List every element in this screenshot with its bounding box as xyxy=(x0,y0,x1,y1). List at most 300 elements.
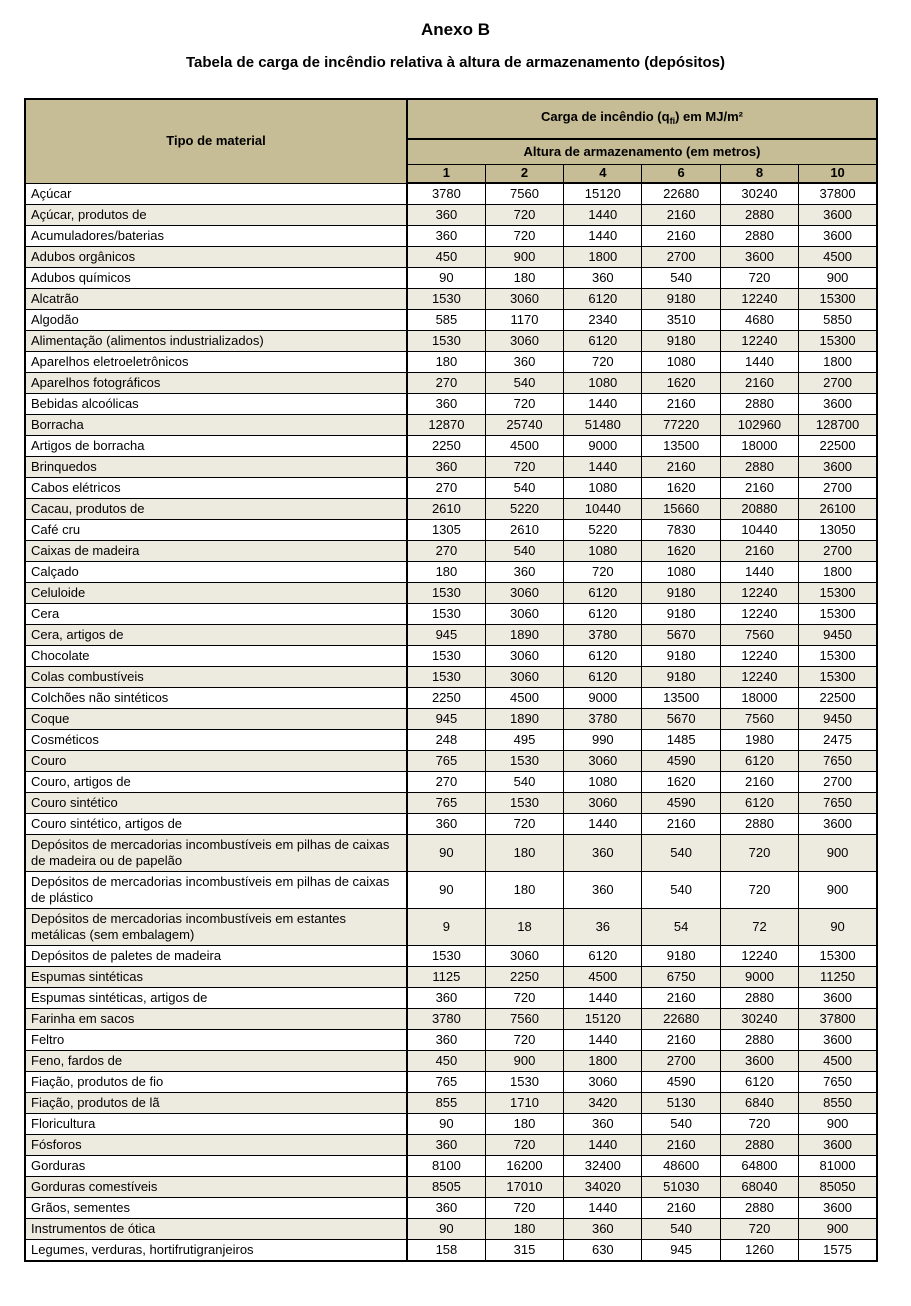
value-cell: 1440 xyxy=(564,205,642,226)
value-cell: 4500 xyxy=(485,688,563,709)
value-cell: 72 xyxy=(720,909,798,946)
value-cell: 180 xyxy=(485,268,563,289)
value-cell: 1440 xyxy=(720,352,798,373)
value-cell: 900 xyxy=(799,1219,877,1240)
value-cell: 6120 xyxy=(564,289,642,310)
table-row xyxy=(25,394,877,415)
material-cell: Depósitos de mercadorias incombustíveis em estantes metálicas (sem embalagem) xyxy=(25,909,407,946)
value-cell: 32400 xyxy=(564,1156,642,1177)
value-cell: 270 xyxy=(407,541,485,562)
value-cell: 1620 xyxy=(642,478,720,499)
material-cell: Floricultura xyxy=(25,1114,407,1135)
table-row xyxy=(25,772,877,793)
table-row xyxy=(25,415,877,436)
material-cell: Alimentação (alimentos industrializados) xyxy=(25,331,407,352)
material-cell: Aparelhos fotográficos xyxy=(25,373,407,394)
value-cell: 1530 xyxy=(407,583,485,604)
value-cell: 765 xyxy=(407,793,485,814)
value-cell: 12240 xyxy=(720,946,798,967)
material-cell: Cabos elétricos xyxy=(25,478,407,499)
value-cell: 6120 xyxy=(720,751,798,772)
value-cell: 2250 xyxy=(407,436,485,457)
value-cell: 900 xyxy=(485,1051,563,1072)
table-row xyxy=(25,352,877,373)
table-row xyxy=(25,373,877,394)
table-row xyxy=(25,909,877,946)
value-cell: 2340 xyxy=(564,310,642,331)
value-cell: 20880 xyxy=(720,499,798,520)
value-cell: 720 xyxy=(485,226,563,247)
value-cell: 4590 xyxy=(642,751,720,772)
table-row xyxy=(25,793,877,814)
value-cell: 90 xyxy=(407,872,485,909)
value-cell: 2700 xyxy=(799,772,877,793)
value-cell: 12240 xyxy=(720,667,798,688)
value-cell: 360 xyxy=(407,457,485,478)
material-cell: Feno, fardos de xyxy=(25,1051,407,1072)
value-cell: 540 xyxy=(642,1114,720,1135)
value-cell: 2880 xyxy=(720,1198,798,1219)
value-cell: 3600 xyxy=(720,247,798,268)
value-cell: 13050 xyxy=(799,520,877,541)
value-cell: 64800 xyxy=(720,1156,798,1177)
value-cell: 1800 xyxy=(799,352,877,373)
value-cell: 81000 xyxy=(799,1156,877,1177)
material-cell: Calçado xyxy=(25,562,407,583)
value-cell: 3060 xyxy=(485,289,563,310)
value-cell: 3600 xyxy=(799,988,877,1009)
material-cell: Açúcar, produtos de xyxy=(25,205,407,226)
value-cell: 6750 xyxy=(642,967,720,988)
value-cell: 34020 xyxy=(564,1177,642,1198)
table-row xyxy=(25,1009,877,1030)
value-cell: 54 xyxy=(642,909,720,946)
value-cell: 22500 xyxy=(799,436,877,457)
material-cell: Fiação, produtos de lã xyxy=(25,1093,407,1114)
value-cell: 3600 xyxy=(720,1051,798,1072)
value-cell: 1440 xyxy=(564,1030,642,1051)
table-row xyxy=(25,247,877,268)
value-cell: 37800 xyxy=(799,183,877,205)
table-row xyxy=(25,988,877,1009)
value-cell: 12240 xyxy=(720,331,798,352)
value-cell: 3600 xyxy=(799,1030,877,1051)
value-cell: 585 xyxy=(407,310,485,331)
value-cell: 1890 xyxy=(485,625,563,646)
value-cell: 720 xyxy=(485,988,563,1009)
value-cell: 360 xyxy=(407,1198,485,1219)
value-cell: 1620 xyxy=(642,772,720,793)
table-row xyxy=(25,667,877,688)
height-column-4: 4 xyxy=(564,164,642,183)
value-cell: 15120 xyxy=(564,1009,642,1030)
height-column-1: 1 xyxy=(407,164,485,183)
table-row xyxy=(25,1177,877,1198)
value-cell: 2475 xyxy=(799,730,877,751)
value-cell: 5850 xyxy=(799,310,877,331)
value-cell: 30240 xyxy=(720,183,798,205)
value-cell: 2700 xyxy=(799,541,877,562)
value-cell: 13500 xyxy=(642,436,720,457)
value-cell: 360 xyxy=(564,835,642,872)
value-cell: 360 xyxy=(564,268,642,289)
value-cell: 1530 xyxy=(485,1072,563,1093)
value-cell: 22500 xyxy=(799,688,877,709)
material-cell: Cera, artigos de xyxy=(25,625,407,646)
table-row xyxy=(25,835,877,872)
value-cell: 128700 xyxy=(799,415,877,436)
value-cell: 1260 xyxy=(720,1240,798,1262)
value-cell: 720 xyxy=(720,1219,798,1240)
material-cell: Colchões não sintéticos xyxy=(25,688,407,709)
value-cell: 2880 xyxy=(720,457,798,478)
value-cell: 51480 xyxy=(564,415,642,436)
value-cell: 6120 xyxy=(564,604,642,625)
value-cell: 360 xyxy=(564,1219,642,1240)
fire-load-table xyxy=(24,98,878,1262)
material-cell: Colas combustíveis xyxy=(25,667,407,688)
value-cell: 26100 xyxy=(799,499,877,520)
table-row xyxy=(25,520,877,541)
value-cell: 360 xyxy=(564,1114,642,1135)
value-cell: 4680 xyxy=(720,310,798,331)
value-cell: 1710 xyxy=(485,1093,563,1114)
table-row xyxy=(25,1240,877,1262)
value-cell: 15300 xyxy=(799,946,877,967)
value-cell: 12870 xyxy=(407,415,485,436)
column-header-fire-load xyxy=(407,99,877,139)
value-cell: 1080 xyxy=(564,541,642,562)
value-cell: 2160 xyxy=(642,1030,720,1051)
material-cell: Couro sintético xyxy=(25,793,407,814)
value-cell: 6120 xyxy=(564,331,642,352)
value-cell: 360 xyxy=(485,352,563,373)
material-cell: Couro, artigos de xyxy=(25,772,407,793)
value-cell: 2700 xyxy=(642,1051,720,1072)
value-cell: 7560 xyxy=(485,1009,563,1030)
value-cell: 1440 xyxy=(564,457,642,478)
value-cell: 90 xyxy=(407,835,485,872)
value-cell: 450 xyxy=(407,1051,485,1072)
value-cell: 720 xyxy=(485,1198,563,1219)
page-title: Anexo B xyxy=(421,20,490,39)
value-cell: 2250 xyxy=(485,967,563,988)
value-cell: 18000 xyxy=(720,688,798,709)
value-cell: 270 xyxy=(407,478,485,499)
value-cell: 4500 xyxy=(799,1051,877,1072)
value-cell: 30240 xyxy=(720,1009,798,1030)
value-cell: 1440 xyxy=(564,1198,642,1219)
value-cell: 3060 xyxy=(485,331,563,352)
value-cell: 3060 xyxy=(564,793,642,814)
value-cell: 540 xyxy=(485,478,563,499)
value-cell: 5220 xyxy=(485,499,563,520)
value-cell: 540 xyxy=(485,373,563,394)
table-row xyxy=(25,646,877,667)
value-cell: 4590 xyxy=(642,1072,720,1093)
value-cell: 5670 xyxy=(642,625,720,646)
value-cell: 18 xyxy=(485,909,563,946)
value-cell: 90 xyxy=(407,1219,485,1240)
value-cell: 9180 xyxy=(642,583,720,604)
value-cell: 15660 xyxy=(642,499,720,520)
value-cell: 900 xyxy=(799,835,877,872)
value-cell: 1170 xyxy=(485,310,563,331)
value-cell: 4500 xyxy=(799,247,877,268)
value-cell: 2160 xyxy=(642,226,720,247)
value-cell: 9000 xyxy=(564,688,642,709)
table-row xyxy=(25,331,877,352)
table-row xyxy=(25,730,877,751)
value-cell: 48600 xyxy=(642,1156,720,1177)
table-row xyxy=(25,625,877,646)
fire-load-header-prefix: Carga de incêndio (q xyxy=(541,109,670,124)
value-cell: 77220 xyxy=(642,415,720,436)
table-row xyxy=(25,1198,877,1219)
material-cell: Brinquedos xyxy=(25,457,407,478)
value-cell: 2250 xyxy=(407,688,485,709)
value-cell: 1440 xyxy=(564,1135,642,1156)
table-row xyxy=(25,457,877,478)
value-cell: 248 xyxy=(407,730,485,751)
value-cell: 10440 xyxy=(720,520,798,541)
value-cell: 945 xyxy=(407,625,485,646)
value-cell: 3600 xyxy=(799,205,877,226)
value-cell: 1530 xyxy=(407,667,485,688)
page-subtitle: Tabela de carga de incêndio relativa à altura de armazenamento (depósitos) xyxy=(185,54,726,71)
material-cell: Grãos, sementes xyxy=(25,1198,407,1219)
value-cell: 270 xyxy=(407,373,485,394)
value-cell: 7560 xyxy=(720,625,798,646)
value-cell: 495 xyxy=(485,730,563,751)
value-cell: 1530 xyxy=(407,289,485,310)
value-cell: 2880 xyxy=(720,205,798,226)
table-row xyxy=(25,1156,877,1177)
value-cell: 15300 xyxy=(799,331,877,352)
table-body xyxy=(25,183,877,1261)
material-cell: Espumas sintéticas, artigos de xyxy=(25,988,407,1009)
value-cell: 90 xyxy=(799,909,877,946)
value-cell: 8100 xyxy=(407,1156,485,1177)
value-cell: 7560 xyxy=(720,709,798,730)
value-cell: 360 xyxy=(407,814,485,835)
value-cell: 1620 xyxy=(642,541,720,562)
value-cell: 12240 xyxy=(720,289,798,310)
value-cell: 6120 xyxy=(564,946,642,967)
table-row xyxy=(25,310,877,331)
fire-load-header-suffix: ) em MJ/m² xyxy=(675,109,743,124)
material-cell: Fiação, produtos de fio xyxy=(25,1072,407,1093)
value-cell: 180 xyxy=(485,835,563,872)
value-cell: 12240 xyxy=(720,604,798,625)
value-cell: 945 xyxy=(642,1240,720,1262)
value-cell: 9 xyxy=(407,909,485,946)
table-row xyxy=(25,946,877,967)
table-row xyxy=(25,1219,877,1240)
value-cell: 15300 xyxy=(799,646,877,667)
table-row xyxy=(25,604,877,625)
value-cell: 6120 xyxy=(720,793,798,814)
value-cell: 1305 xyxy=(407,520,485,541)
value-cell: 5670 xyxy=(642,709,720,730)
table-row xyxy=(25,1030,877,1051)
value-cell: 8505 xyxy=(407,1177,485,1198)
value-cell: 2160 xyxy=(642,1135,720,1156)
value-cell: 1440 xyxy=(564,814,642,835)
value-cell: 22680 xyxy=(642,1009,720,1030)
material-cell: Acumuladores/baterias xyxy=(25,226,407,247)
value-cell: 180 xyxy=(407,562,485,583)
value-cell: 3510 xyxy=(642,310,720,331)
value-cell: 5220 xyxy=(564,520,642,541)
value-cell: 7560 xyxy=(485,183,563,205)
value-cell: 1530 xyxy=(485,751,563,772)
value-cell: 2160 xyxy=(642,205,720,226)
material-cell: Cosméticos xyxy=(25,730,407,751)
material-cell: Depósitos de mercadorias incombustíveis em pilhas de caixas de plástico xyxy=(25,872,407,909)
value-cell: 85050 xyxy=(799,1177,877,1198)
material-cell: Adubos orgânicos xyxy=(25,247,407,268)
value-cell: 15300 xyxy=(799,604,877,625)
value-cell: 3060 xyxy=(485,667,563,688)
value-cell: 13500 xyxy=(642,688,720,709)
value-cell: 2160 xyxy=(720,541,798,562)
value-cell: 360 xyxy=(407,1030,485,1051)
material-cell: Farinha em sacos xyxy=(25,1009,407,1030)
table-row xyxy=(25,436,877,457)
value-cell: 9180 xyxy=(642,289,720,310)
material-cell: Caixas de madeira xyxy=(25,541,407,562)
table-row xyxy=(25,183,877,205)
value-cell: 2160 xyxy=(642,1198,720,1219)
value-cell: 720 xyxy=(485,1135,563,1156)
value-cell: 11250 xyxy=(799,967,877,988)
value-cell: 102960 xyxy=(720,415,798,436)
value-cell: 9450 xyxy=(799,709,877,730)
value-cell: 9180 xyxy=(642,331,720,352)
material-cell: Couro xyxy=(25,751,407,772)
value-cell: 540 xyxy=(642,835,720,872)
value-cell: 360 xyxy=(407,205,485,226)
value-cell: 3060 xyxy=(485,646,563,667)
value-cell: 36 xyxy=(564,909,642,946)
material-cell: Fósforos xyxy=(25,1135,407,1156)
value-cell: 180 xyxy=(485,1114,563,1135)
value-cell: 360 xyxy=(564,872,642,909)
table-row xyxy=(25,562,877,583)
table-row xyxy=(25,751,877,772)
value-cell: 1125 xyxy=(407,967,485,988)
value-cell: 1080 xyxy=(642,562,720,583)
value-cell: 3420 xyxy=(564,1093,642,1114)
value-cell: 1980 xyxy=(720,730,798,751)
value-cell: 720 xyxy=(485,1030,563,1051)
value-cell: 7650 xyxy=(799,1072,877,1093)
value-cell: 2880 xyxy=(720,1030,798,1051)
value-cell: 9000 xyxy=(720,967,798,988)
value-cell: 25740 xyxy=(485,415,563,436)
value-cell: 900 xyxy=(799,872,877,909)
value-cell: 1530 xyxy=(407,331,485,352)
value-cell: 2160 xyxy=(642,394,720,415)
material-cell: Café cru xyxy=(25,520,407,541)
value-cell: 900 xyxy=(799,268,877,289)
material-cell: Coque xyxy=(25,709,407,730)
value-cell: 5130 xyxy=(642,1093,720,1114)
value-cell: 720 xyxy=(564,562,642,583)
value-cell: 3600 xyxy=(799,1198,877,1219)
value-cell: 15300 xyxy=(799,289,877,310)
value-cell: 1080 xyxy=(564,772,642,793)
value-cell: 2610 xyxy=(485,520,563,541)
value-cell: 6120 xyxy=(720,1072,798,1093)
value-cell: 6120 xyxy=(564,667,642,688)
value-cell: 720 xyxy=(485,394,563,415)
value-cell: 68040 xyxy=(720,1177,798,1198)
value-cell: 9180 xyxy=(642,946,720,967)
value-cell: 2610 xyxy=(407,499,485,520)
value-cell: 4500 xyxy=(485,436,563,457)
material-cell: Algodão xyxy=(25,310,407,331)
value-cell: 10440 xyxy=(564,499,642,520)
value-cell: 1080 xyxy=(564,373,642,394)
material-cell: Alcatrão xyxy=(25,289,407,310)
value-cell: 720 xyxy=(720,872,798,909)
value-cell: 2700 xyxy=(799,373,877,394)
material-cell: Borracha xyxy=(25,415,407,436)
value-cell: 720 xyxy=(485,814,563,835)
value-cell: 1440 xyxy=(564,226,642,247)
value-cell: 1440 xyxy=(564,988,642,1009)
value-cell: 158 xyxy=(407,1240,485,1262)
value-cell: 180 xyxy=(407,352,485,373)
value-cell: 900 xyxy=(485,247,563,268)
height-column-8: 8 xyxy=(720,164,798,183)
value-cell: 945 xyxy=(407,709,485,730)
value-cell: 2160 xyxy=(720,772,798,793)
table-row xyxy=(25,583,877,604)
table-row xyxy=(25,226,877,247)
material-cell: Gorduras comestíveis xyxy=(25,1177,407,1198)
value-cell: 1530 xyxy=(485,793,563,814)
value-cell: 1890 xyxy=(485,709,563,730)
value-cell: 7650 xyxy=(799,751,877,772)
value-cell: 3060 xyxy=(485,604,563,625)
table-header xyxy=(25,99,877,183)
value-cell: 2160 xyxy=(642,988,720,1009)
value-cell: 1440 xyxy=(720,562,798,583)
value-cell: 1800 xyxy=(564,1051,642,1072)
column-header-storage-height: Altura de armazenamento (em metros) xyxy=(407,139,877,164)
fire-load-header-subscript: fi xyxy=(669,116,676,126)
value-cell: 990 xyxy=(564,730,642,751)
value-cell: 90 xyxy=(407,1114,485,1135)
value-cell: 2700 xyxy=(799,478,877,499)
material-cell: Celuloide xyxy=(25,583,407,604)
table-row xyxy=(25,205,877,226)
value-cell: 9450 xyxy=(799,625,877,646)
value-cell: 360 xyxy=(407,1135,485,1156)
value-cell: 540 xyxy=(485,772,563,793)
value-cell: 1485 xyxy=(642,730,720,751)
value-cell: 18000 xyxy=(720,436,798,457)
value-cell: 2880 xyxy=(720,814,798,835)
value-cell: 2160 xyxy=(642,457,720,478)
value-cell: 1800 xyxy=(564,247,642,268)
material-cell: Feltro xyxy=(25,1030,407,1051)
value-cell: 720 xyxy=(720,835,798,872)
value-cell: 360 xyxy=(407,988,485,1009)
